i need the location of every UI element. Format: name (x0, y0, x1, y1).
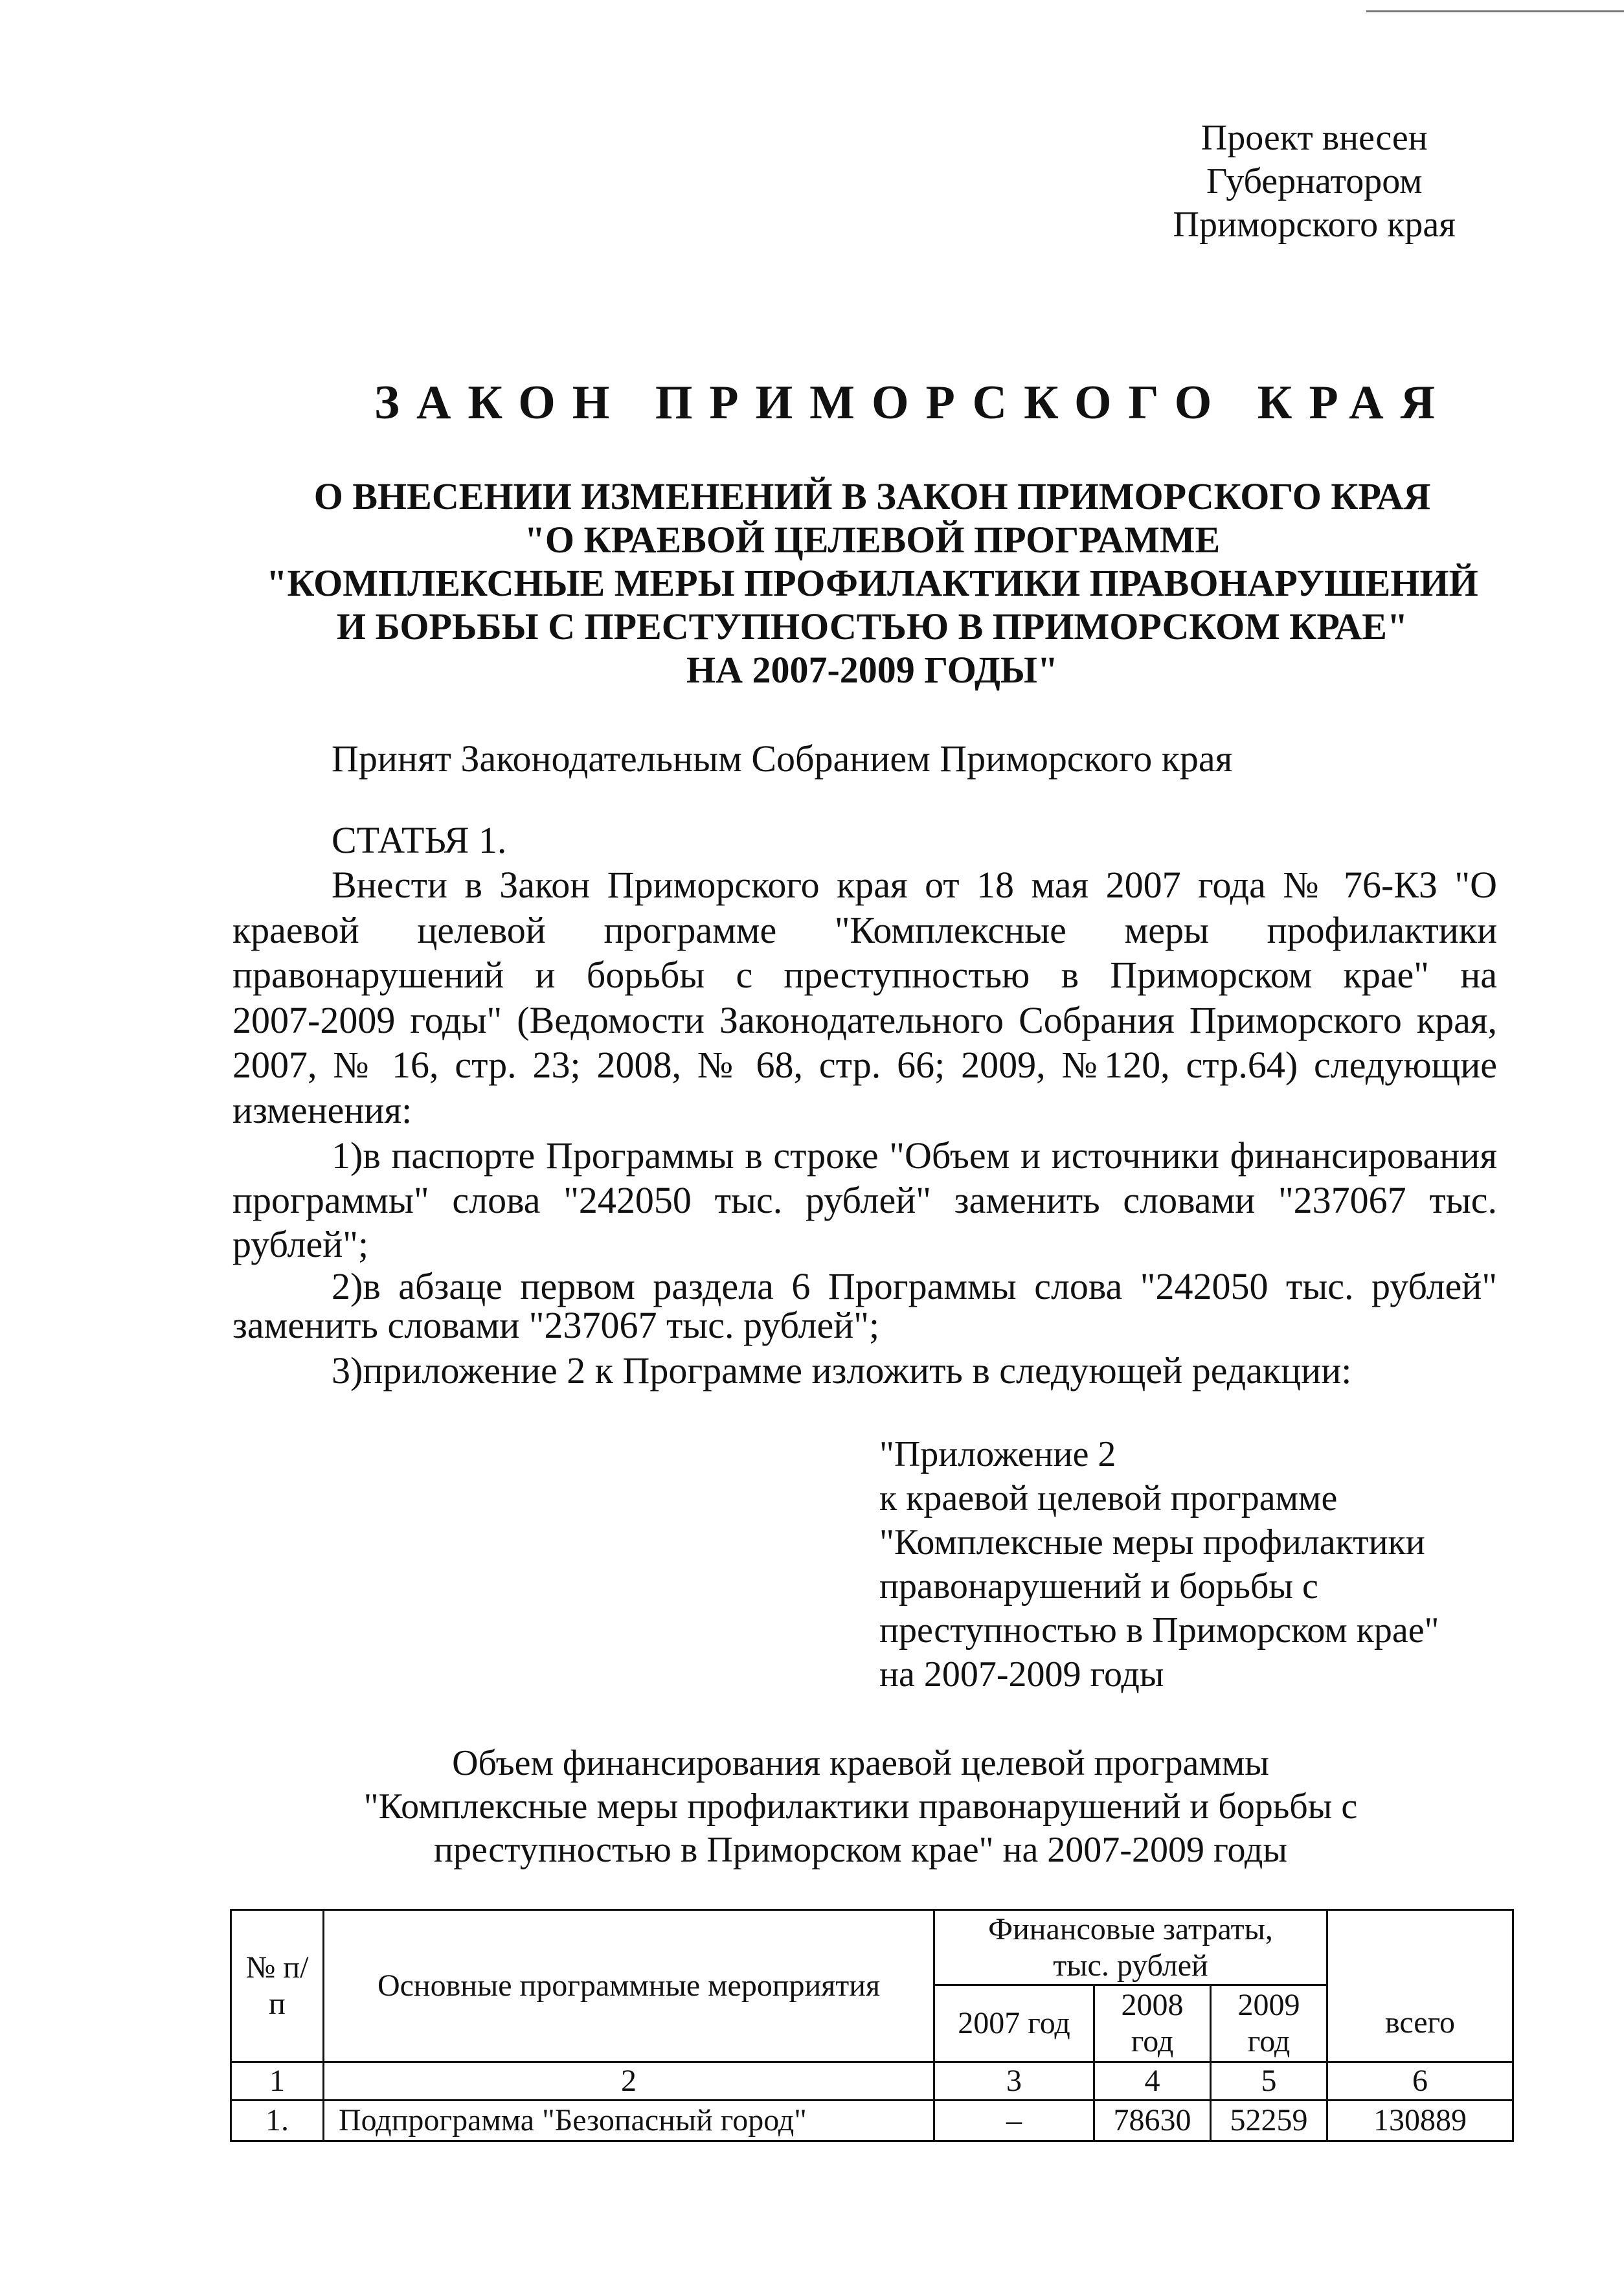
column-number: 1 (231, 2062, 324, 2101)
column-number: 4 (1094, 2062, 1211, 2101)
column-number: 6 (1327, 2062, 1513, 2101)
body-line: краевой целевой программе "Комплексные меры профилактики (232, 909, 1497, 951)
appendix-caption (879, 1432, 1439, 1696)
subtitle-line: И БОРЬБЫ С ПРЕСТУПНОСТЬЮ В ПРИМОРСКОМ КРАЕ" (336, 605, 1408, 648)
body-line: 2007, № 16, стр. 23; 2008, № 68, стр. 66; 2009, №120, стр.64) следующие (232, 1044, 1497, 1086)
table-row (231, 2101, 1513, 2141)
item-2-line: 2)в абзаце первом раздела 6 Программы слова "242050 тыс. рублей" (332, 1265, 1497, 1307)
row-total: 130889 (1327, 2101, 1513, 2141)
table-title-line: преступностью в Приморском крае" на 2007-2009 годы (433, 1830, 1288, 1870)
body-line: правонарушений и борьбы с преступностью в Приморском крае" на (232, 954, 1497, 996)
column-number: 5 (1211, 2062, 1327, 2101)
header-total-top (1327, 1910, 1513, 1985)
item-2-line: заменить словами "237067 тыс. рублей"; (232, 1304, 880, 1346)
header-costs: Финансовые затраты, тыс. рублей (934, 1910, 1327, 1985)
item-1-line: рублей"; (232, 1223, 369, 1265)
table-title-line: Объем финансирования краевой целевой программы (452, 1743, 1269, 1783)
row-2009: 52259 (1211, 2101, 1327, 2141)
row-2007: – (934, 2101, 1094, 2141)
table-title (0, 1742, 1624, 1872)
body-line: 2007-2009 годы" (Ведомости Законодательного Собрания Приморского края, (232, 999, 1497, 1041)
table-title-line: "Комплексные меры профилактики правонарушений и борьбы с (363, 1786, 1358, 1827)
header-number: № п/п (231, 1910, 324, 2062)
body-line: Внести в Закон Приморского края от 18 мая 2007 года № 76-КЗ "О (332, 864, 1497, 906)
item-3-line: 3)приложение 2 к Программе изложить в следующей редакции: (332, 1349, 1352, 1392)
sender-line: Проект внесен (1201, 118, 1428, 158)
submitted-by-block (1173, 117, 1456, 247)
appendix-line: "Комплексные меры профилактики (879, 1522, 1425, 1562)
appendix-line: "Приложение 2 (879, 1434, 1116, 1474)
header-activity: Основные программные мероприятия (324, 1910, 934, 2062)
item-1-line: 1)в паспорте Программы в строке "Объем и источники финансирования (332, 1134, 1497, 1177)
adopted-statement: Принят Законодательным Собранием Приморского края (332, 738, 1233, 780)
subtitle-line: О ВНЕСЕНИИ ИЗМЕНЕНИЙ В ЗАКОН ПРИМОРСКОГО КРАЯ (313, 475, 1431, 517)
item-1-line: программы" слова "242050 тыс. рублей" заменить словами "237067 тыс. (232, 1179, 1497, 1221)
appendix-line: к краевой целевой программе (879, 1478, 1338, 1518)
row-activity: Подпрограмма "Безопасный город" (324, 2101, 934, 2141)
sender-line: Губернатором (1206, 161, 1423, 201)
appendix-line: преступностью в Приморском крае" (879, 1610, 1439, 1651)
appendix-line: на 2007-2009 годы (879, 1654, 1164, 1695)
law-subtitle (0, 475, 1624, 692)
header-total: всего (1327, 1985, 1513, 2062)
subtitle-line: "О КРАЕВОЙ ЦЕЛЕВОЙ ПРОГРАММЕ (524, 519, 1221, 561)
subtitle-line: "КОМПЛЕКСНЫЕ МЕРЫ ПРОФИЛАКТИКИ ПРАВОНАРУШЕНИЙ (266, 562, 1478, 604)
column-number: 2 (324, 2062, 934, 2101)
article-heading: СТАТЬЯ 1. (332, 819, 507, 861)
appendix-line: правонарушений и борьбы с (879, 1566, 1318, 1606)
sender-line: Приморского края (1173, 205, 1456, 245)
header-2007: 2007 год (934, 1985, 1094, 2062)
law-title: ЗАКОН ПРИМОРСКОГО КРАЯ (374, 376, 1452, 429)
financing-table (230, 1909, 1514, 2142)
scan-edge-line (1366, 10, 1624, 12)
row-number: 1. (231, 2101, 324, 2141)
row-2008: 78630 (1094, 2101, 1211, 2141)
header-2008: 2008 год (1094, 1985, 1211, 2062)
subtitle-line: НА 2007-2009 ГОДЫ" (686, 649, 1059, 691)
column-number: 3 (934, 2062, 1094, 2101)
header-2009: 2009 год (1211, 1985, 1327, 2062)
body-line: изменения: (232, 1089, 412, 1131)
